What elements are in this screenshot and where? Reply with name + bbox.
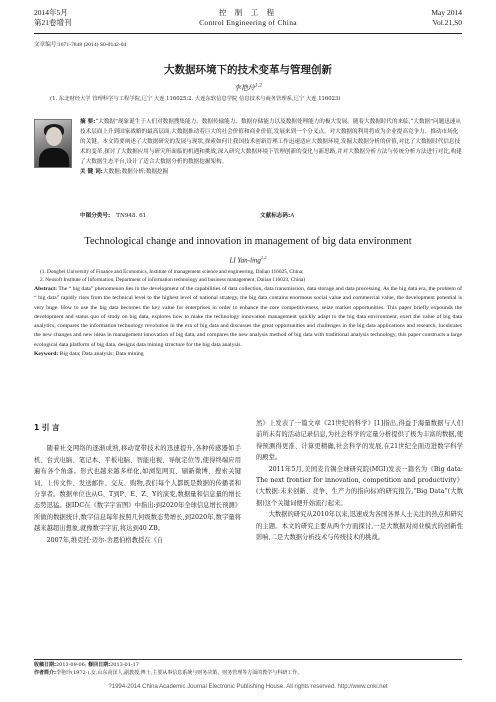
- clc-label: 中图分类号:: [80, 213, 111, 219]
- author-cn-name: 李艳玲: [233, 84, 255, 92]
- author-cn-sup: 1,2: [254, 83, 263, 89]
- footnote: 收稿日期:2013-09-06; 修回日期:2013-01-17 作者简介:李艳玲(1972-),女,山东菏泽人,副教授,博士,主要从事信息系统与财务决策、财务管理等方面的教学与科研工作。: [34, 659, 462, 677]
- classification-row: [80, 211, 462, 219]
- author-en-name: LI Yan-ling: [229, 256, 261, 265]
- journal-name-en: Control Engineering of China: [199, 18, 297, 27]
- revised-date: 2013-01-17: [110, 662, 139, 668]
- affiliation-en-2: 2. Neusoft Institute of Information, Department of information technology and business management, Dalian 116023, China): [40, 277, 306, 283]
- doc-code-value: A: [290, 213, 295, 219]
- article-id: 文章编号:1671-7848 (2014) S0-0142-04: [34, 42, 127, 48]
- title-en: Technological change and innovation in management of big data environment: [84, 236, 412, 247]
- affiliation-en-1: (1. Dongbei University of Finance and Economics, Institute of management science and engineering, Dalian 116025, China;: [40, 269, 304, 275]
- author-en-sup: 1,2: [260, 255, 267, 260]
- body-paragraph: 2011年5月,美国麦肯锡全球研究院(MGI)发表一篇名为《Big data: The next frontier for innovation, competition and productivity》(大数据:未来创新、竞争、生产力的指向标)的研究报告,“Big Data”(大数据)这个关键词便开始流行起来。: [256, 465, 463, 507]
- doc-code: [260, 211, 300, 219]
- copyright-line: ?1994-2014 China Academic Journal Electronic Publishing House. All rights reserved. http://www.cnki.net: [108, 684, 388, 690]
- header-issue-en: [431, 8, 462, 28]
- header-volume-cn: 第21卷增刊: [34, 18, 72, 27]
- keywords-en-label: Keyword:: [34, 351, 59, 358]
- affiliation-en: [40, 268, 466, 284]
- abstract-en-text: The “ big data” phenomenon lies in the development of the capabilities of data collection, data transmission, data storage and data processing. As the big data era, the problem of “ big data” rapidly rises from the technical level to the highest level of national strategy, the big data contains enormous social value and commercial value, the development potential is very huge. How to use the big data becomes the key value for enterprises in order to enhance the core competitiveness, seize market opportunities. This paper briefly expounds the development and status quo of study on big data, explores how to make the technology innovation management quickly adapt to the big data environment, exert the value of big data analytics, compares the information technology revolution in the era of big data and discusses the great opportunities and challenges in the big data applications and research, lucubrates the new changes and new ideas in management innovation of big data, and compares the new analysis method of big data with traditional analysis technology, this paper constructs a large ecological data platform of big data, designs data mining structure for the big data analysis.: [34, 286, 462, 348]
- abstract-cn: [80, 117, 462, 177]
- body-paragraph: 然》上发表了一篇文章《21世纪的科学》[1]指出,得益于海量数据与人们前所未有的活动记录信息,为社会科学的定量分析提供了极为丰富的数据,使得预测得更准、计算更精确,社会科学的发展,在21世纪全面迈进数字科学的殿堂。: [256, 420, 463, 462]
- body-paragraph: 2007年,维克托·迈尔-舍恩伯格教授在《自: [46, 536, 164, 544]
- abstract-cn-text: “大数据”现象诞生于人们对数据搜集能力、数据传输能力、数据存储能力以及数据处理能力的极大发展。随着大数据时代的来临,“大数据”问题迅速从技术层面上升到国家战略的最高层面,大数据推动着巨大的社会价值和商业价值,发展来到一个分叉点。对大数据的利用将成为企业提高竞争力、推动市场化的关键。本文简要阐述了大数据研究的发展与现状,探索如何让我国技术创新管理工作迅速适应大数据环境,发掘大数据分析的价值,对比了大数据时代信息技术的变革,探讨了大数据应用与研究所面临的机遇和挑战,深入研究大数据环境下管理创新的变化与新思路,并对大数据分析方法与传统分析方法进行对比,构建了大数据生态平台,设计了适合大数据分析的数据挖掘架构。: [80, 119, 462, 165]
- author-bio-label: 作者简介:: [34, 669, 56, 676]
- received-label: 收稿日期:: [34, 662, 56, 668]
- journal-name-cn: 控 制 工 程: [218, 8, 278, 17]
- header-date-en: May 2014: [431, 8, 462, 17]
- body-column-right: [256, 418, 463, 543]
- keywords-cn-label: 关 键 词:: [80, 169, 103, 175]
- body-paragraph: 随着社交网络的逐渐成熟,移动宽带技术的迅速提升,各种传感器如手机、台式电脑、笔记本、平板电脑、智能电视、导航定位等,使得终端应用遍布各个角落。形式也越来越多样化,如浏览网页、刷新微博、搜索关键词、上传文件、发送邮件、交友、购物,我们每个人都既是数据的传播者和分享者。数据单位也从G、T到P、E、Z、Y的演变,数据量和信息量的增长态势迅猛。据IDC在《数字宇宙图》中指出:到2020年全球信息增长预测》所做的数据统计,数字信息每年按照几何级数态势增长,到2020年,数字量将越来越超出想象,就像数字宇宙,将达到40 ZB。: [34, 445, 241, 533]
- header-volume-en: Vol.21,S0: [432, 18, 462, 27]
- author-cn: [0, 83, 496, 93]
- abstract-en: [34, 285, 462, 359]
- doc-code-label: 文献标志码:: [260, 213, 291, 219]
- keywords-en: Big data; Data analysis; Data mining: [59, 351, 144, 358]
- title-cn: 大数据环境下的技术变革与管理创新: [164, 64, 332, 76]
- journal-name: [34, 8, 462, 28]
- running-header: [34, 8, 462, 34]
- author-photo: [34, 119, 72, 168]
- received-date: 2013-09-06: [56, 662, 85, 668]
- affiliation-cn: (1. 东北财经大学 管理科学与工程学院,辽宁 大连 116025;2. 大连东软信息学院 信息技术与商务管理系,辽宁 大连 116023): [50, 96, 341, 102]
- abstract-cn-label: 摘 要:: [80, 119, 96, 125]
- photo-face: [46, 127, 62, 146]
- header-date-cn: 2014年5月: [34, 8, 68, 17]
- author-en: [0, 255, 496, 264]
- section-heading: 1 引 言: [34, 423, 60, 432]
- author-bio: 李艳玲(1972-),女,山东菏泽人,副教授,博士,主要从事信息系统与财务决策、财务管理等方面的教学与科研工作。: [56, 669, 303, 676]
- revised-label: 修回日期:: [88, 662, 111, 668]
- photo-body: [39, 148, 69, 168]
- keywords-cn: 大数据;数据分析;数据挖掘: [102, 169, 169, 175]
- abstract-en-label: Abstract:: [34, 286, 58, 292]
- clc-number: TN948. 61: [116, 213, 147, 219]
- body-column-left: [34, 418, 241, 546]
- body-paragraph: 大数据的研究从2010年以来,迅速成为各国各界人士关注的热点和研究的主题。本文的研究主要从两个方面探讨,一是大数据对商业模式的创新性影响,二是大数据分析技术与传统技术的挑战。: [256, 511, 463, 542]
